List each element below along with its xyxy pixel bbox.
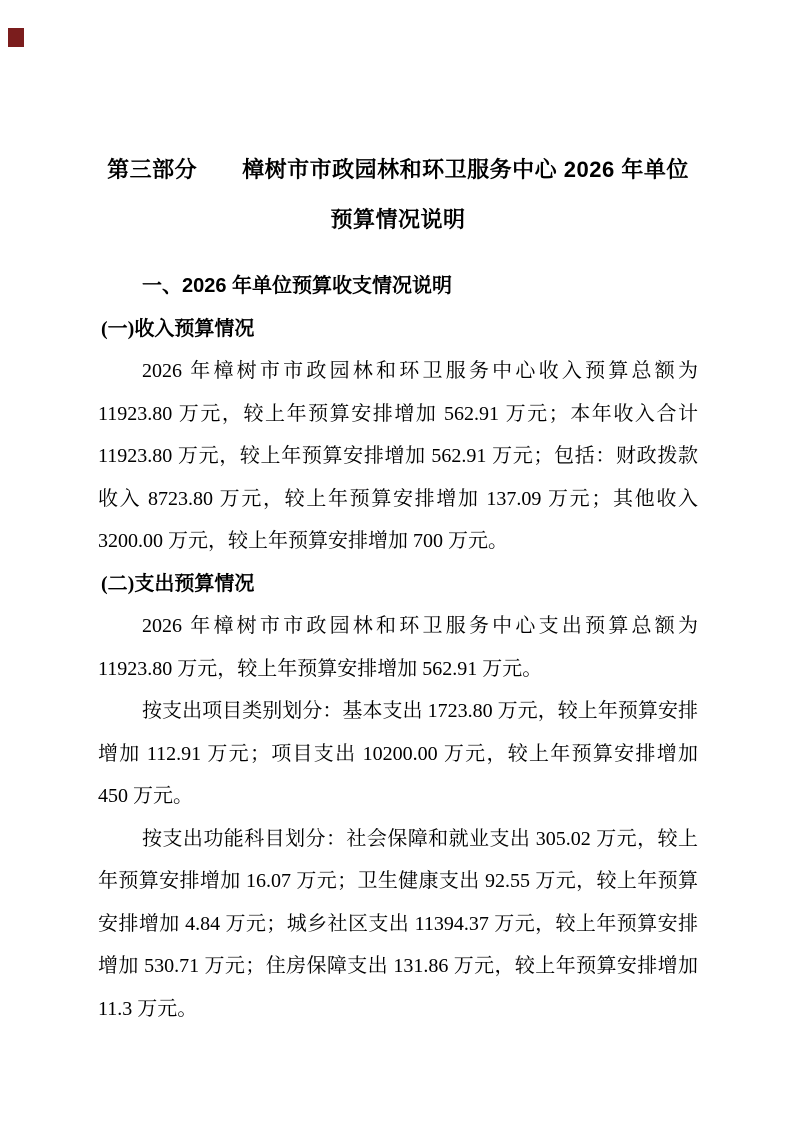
sub-heading-income-budget: (一)收入预算情况	[101, 317, 255, 340]
expenditure-total-paragraph: 2026 年樟树市市政园林和环卫服务中心支出预算总额为 11923.80 万元，较上年预算安排增加 562.91 万元。	[98, 615, 698, 680]
corner-seal-mark	[8, 28, 24, 47]
sub-heading-expenditure-budget: (二)支出预算情况	[101, 572, 255, 595]
section-heading-budget-overview: 一、2026 年单位预算收支情况说明	[142, 275, 453, 297]
document-title: 第三部分 樟树市市政园林和环卫服务中心 2026 年单位预算情况说明	[107, 157, 689, 232]
expenditure-by-function-paragraph: 按支出功能科目划分：社会保障和就业支出 305.02 万元，较上年预算安排增加 16.07 万元；卫生健康支出 92.55 万元，较上年预算安排增加 4.84 万元；城乡社区支出 11394.37 万元，较上年预算安排增加 530.71 万元；住房保障支出 131.86 万元，较上年预算安排增加 11.3 万元。	[98, 827, 698, 1020]
income-budget-paragraph: 2026 年樟树市市政园林和环卫服务中心收入预算总额为 11923.80 万元，较上年预算安排增加 562.91 万元；本年收入合计 11923.80 万元，较上年预算安排增加 562.91 万元；包括：财政拨款收入 8723.80 万元，较上年预算安排增加 137.09 万元；其他收入 3200.00 万元，较上年预算安排增加 700 万元。	[98, 360, 698, 552]
expenditure-by-category-paragraph: 按支出项目类别划分：基本支出 1723.80 万元，较上年预算安排增加 112.91 万元；项目支出 10200.00 万元，较上年预算安排增加 450 万元。	[98, 700, 698, 807]
document-content	[98, 145, 698, 1030]
